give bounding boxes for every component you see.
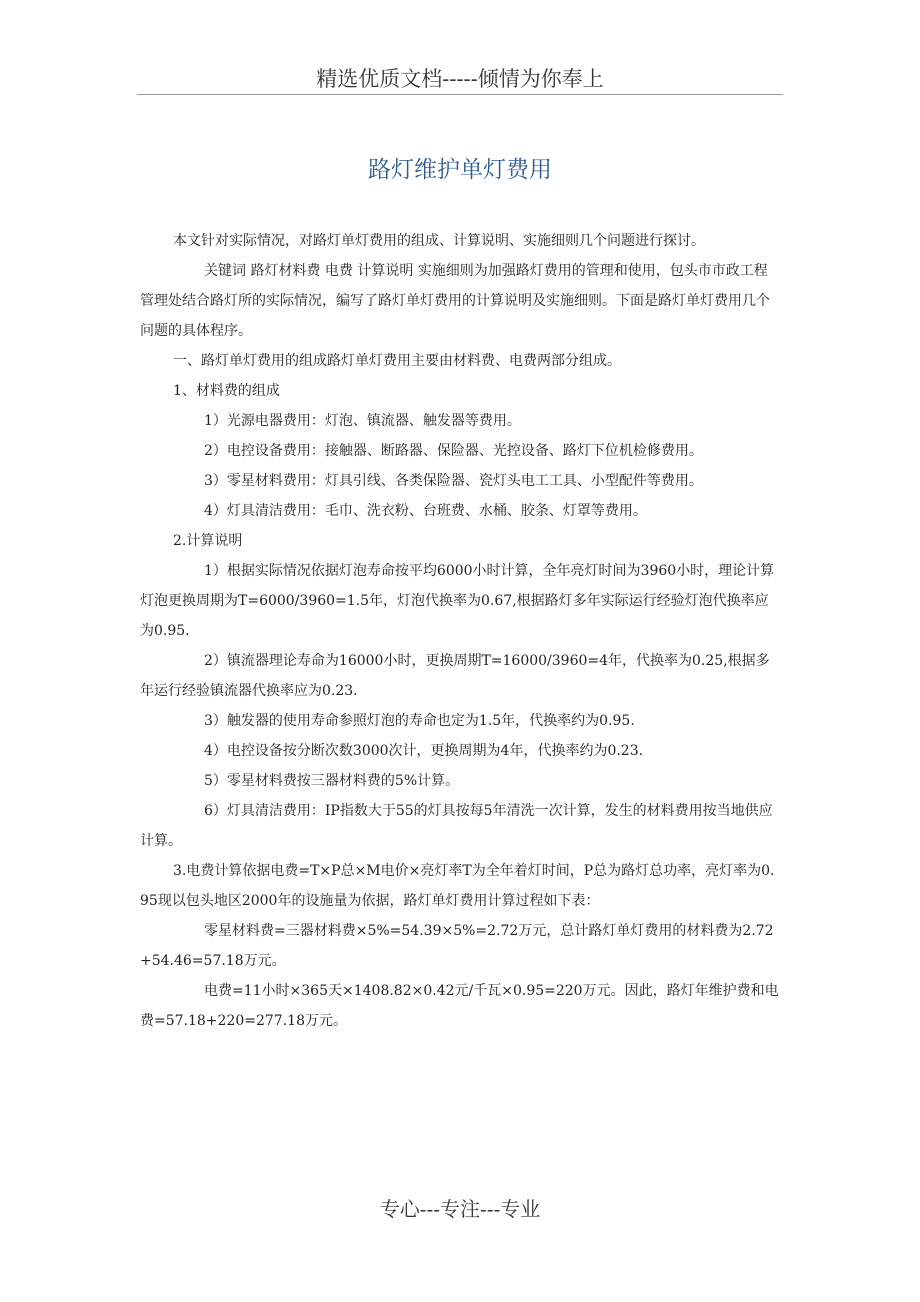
list-item: 5）零星材料费按三器材料费的5%计算。 <box>204 773 460 789</box>
subsection-heading-calculation: 2.计算说明 <box>173 533 243 549</box>
intro-paragraph: 本文针对实际情况，对路灯单灯费用的组成、计算说明、实施细则几个问题进行探讨。 <box>173 233 705 249</box>
list-item: 6）灯具清洁费用：IP指数大于55的灯具按每5年清洗一次计算，发生的材料费用按当地供应计算。 <box>140 803 773 849</box>
section-heading-composition: 一、路灯单灯费用的组成路灯单灯费用主要由材料费、电费两部分组成。 <box>173 353 621 369</box>
list-item: 2）电控设备费用：接触器、断路器、保险器、光控设备、路灯下位机检修费用。 <box>204 443 703 459</box>
list-item: 1）光源电器费用：灯泡、镇流器、触发器等费用。 <box>204 413 521 429</box>
list-item: 4）电控设备按分断次数3000次计，更换周期为4年，代换率约为0.23. <box>204 743 644 759</box>
document-title: 路灯维护单灯费用 <box>368 157 552 183</box>
body-paragraph: 电费=11小时×365天×1408.82×0.42元/千瓦×0.95=220万元。因此，路灯年维护费和电费=57.18+220=277.18万元。 <box>140 983 779 1029</box>
list-item: 1）根据实际情况依据灯泡寿命按平均6000小时计算，全年亮灯时间为3960小时，理论计算灯泡更换周期为T=6000/3960=1.5年，灯泡代换率为0.67,根据路灯多年实际运行经验灯泡代换率应为0.95. <box>140 563 775 639</box>
list-item: 3）触发器的使用寿命参照灯泡的寿命也定为1.5年，代换率约为0.95. <box>204 713 635 729</box>
list-item: 3）零星材料费用：灯具引线、各类保险器、瓷灯头电工工具、小型配件等费用。 <box>204 473 703 489</box>
document-body <box>140 226 780 1036</box>
body-paragraph: 零星材料费=三器材料费×5%=54.39×5%=2.72万元，总计路灯单灯费用的材料费为2.72+54.46=57.18万元。 <box>140 923 774 969</box>
page-footer: 专心---专注---专业 <box>379 1197 541 1221</box>
list-item: 4）灯具清洁费用：毛巾、洗衣粉、台班费、水桶、胶条、灯罩等费用。 <box>204 503 647 519</box>
subsection-heading-materials: 1、材料费的组成 <box>173 383 280 399</box>
subsection-heading-electricity: 3.电费计算依据电费=T×P总×M电价×亮灯率T为全年着灯时间，P总为路灯总功率，亮灯率为0.95现以包头地区2000年的设施量为依据，路灯单灯费用计算过程如下表： <box>140 863 775 909</box>
keywords-paragraph: 关键词 路灯材料费 电费 计算说明 实施细则为加强路灯费用的管理和使用，包头市市政工程管理处结合路灯所的实际情况，编写了路灯单灯费用的计算说明及实施细则。下面是路灯单灯费用几个问题的具体程序。 <box>140 263 770 339</box>
list-item: 2）镇流器理论寿命为16000小时，更换周期T=16000/3960=4年，代换率为0.25,根据多年运行经验镇流器代换率应为0.23. <box>140 653 770 699</box>
page-header: 精选优质文档-----倾情为你奉上 <box>137 64 783 95</box>
